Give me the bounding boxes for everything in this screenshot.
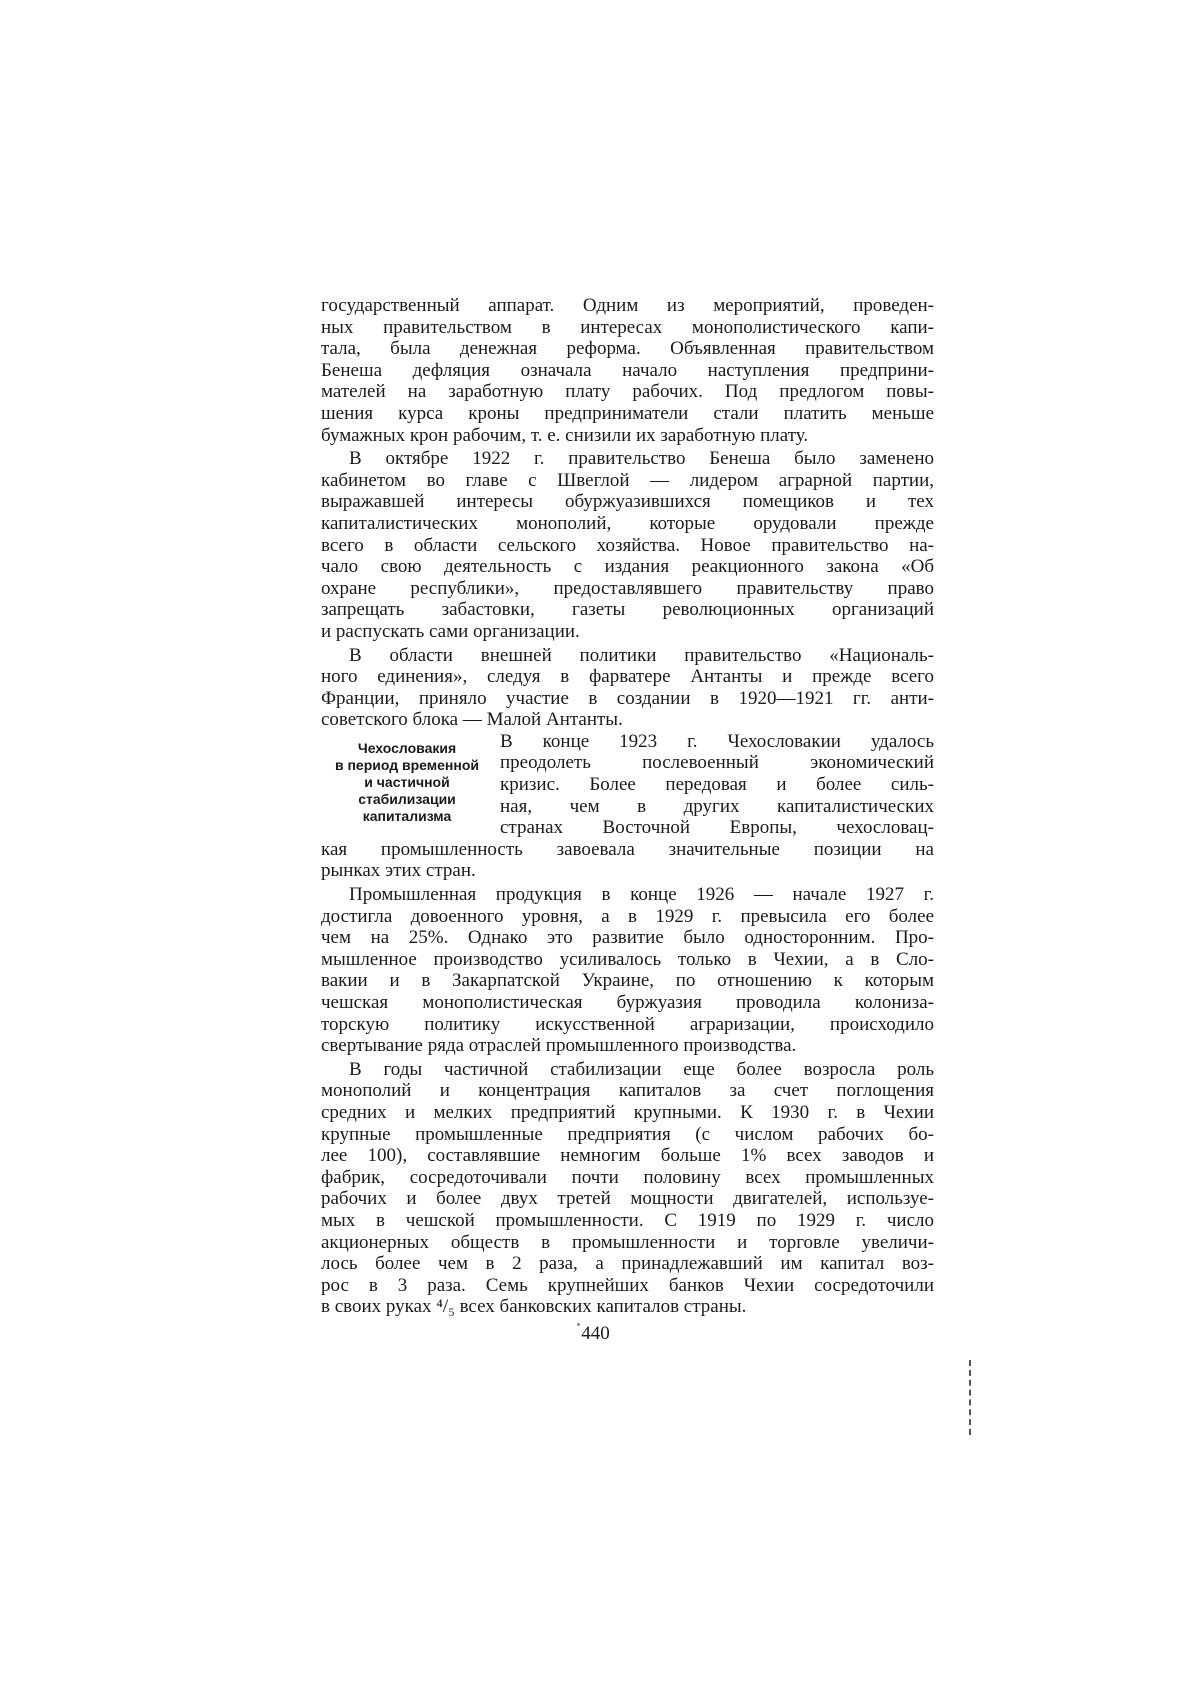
text-line: мых в чешской промышленности. С 1919 по 1929 г. число xyxy=(321,1209,934,1231)
scan-edge-mark xyxy=(969,1360,972,1435)
text-line: ная, чем в других капиталистических xyxy=(500,795,934,817)
sidebar-paragraph xyxy=(493,731,934,839)
text-line: вакии и в Закарпатской Украине, по отношению к которым xyxy=(321,970,934,992)
paragraph-2 xyxy=(321,448,934,642)
text-line: рынках этих стран. xyxy=(321,860,476,882)
text-line: лее 100), составлявшие немногим больше 1% всех заводов и xyxy=(321,1145,934,1167)
text-line: В годы частичной стабилизации еще более возросла роль xyxy=(349,1058,934,1080)
text-line: кризис. Более передовая и более силь- xyxy=(500,774,934,796)
text-line: чешская монополистическая буржуазия проводила колониза- xyxy=(321,992,934,1013)
text-line: В области внешней политики правительство «Националь- xyxy=(349,644,934,666)
text-line: мателей на заработную плату рабочих. Под предлогом повы- xyxy=(321,381,934,403)
text-line: государственный аппарат. Одним из мероприятий, проведен- xyxy=(321,295,934,316)
text-line: рабочих и более двух третей мощности двигателей, используе- xyxy=(321,1188,934,1210)
text-line: всего в области сельского хозяйства. Новое правительство на- xyxy=(321,534,934,556)
text-line: чало свою деятельность с издания реакционного закона «Об xyxy=(321,556,934,578)
text-line: бумажных крон рабочим, т. е. снизили их заработную плату. xyxy=(321,424,809,446)
text-line: рос в 3 раза. Семь крупнейших банков Чехии сосредоточили xyxy=(321,1274,934,1296)
heading-line: капитализма xyxy=(362,807,452,824)
text-line: лось более чем в 2 раза, а принадлежавший им капитал воз- xyxy=(321,1253,934,1275)
text-line: ных правительством в интересах монополистического капи- xyxy=(321,316,934,338)
text-line: кая промышленность завоевала значительные позиции на xyxy=(321,838,934,860)
document-page xyxy=(321,295,934,1318)
text-line: ного единения», следуя в фарватере Антанты и прежде всего xyxy=(321,666,934,688)
text-line: охране республики», предоставлявшего правительству право xyxy=(321,577,934,599)
text-line: кабинетом во главе с Швеглой — лидером аграрной партии, xyxy=(321,469,934,491)
text-line: фабрик, сосредоточивали почти половину всех промышленных xyxy=(321,1166,934,1188)
text-line: средних и мелких предприятий крупными. К 1930 г. в Чехии xyxy=(321,1101,934,1123)
paragraph-3 xyxy=(321,645,934,731)
text-line: в своих руках ⁴/₅ всех банковских капиталов страны. xyxy=(321,1296,747,1318)
text-line: мышленное производство усиливалось только в Чехии, а в Сло- xyxy=(321,948,934,970)
sidebar-section xyxy=(321,731,934,839)
heading-line: Чехословакия xyxy=(357,739,457,756)
text-line: запрещать забастовки, газеты революционных организаций xyxy=(321,599,934,621)
text-line: советского блока — Малой Антанты. xyxy=(321,709,623,731)
text-line: Франции, приняло участие в создании в 1920—1921 гг. анти- xyxy=(321,687,934,709)
paragraph-5 xyxy=(321,1059,934,1318)
paragraph-4 xyxy=(321,884,934,1057)
text-line: В конце 1923 г. Чехословакии удалось xyxy=(500,730,934,752)
heading-line: и частичной xyxy=(364,773,450,790)
text-line: достигла довоенного уровня, а в 1929 г. превысила его более xyxy=(321,905,934,927)
text-line: монополий и концентрация капиталов за счет поглощения xyxy=(321,1080,934,1102)
text-line: торскую политику искусственной аграризации, происходило xyxy=(321,1013,934,1035)
text-line: крупные промышленные предприятия (с числом рабочих бо- xyxy=(321,1123,934,1145)
text-line: тала, была денежная реформа. Объявленная правительством xyxy=(321,338,934,360)
text-line: выражавшей интересы обуржуазившихся помещиков и тех xyxy=(321,491,934,513)
text-line: и распускать сами организации. xyxy=(321,620,580,642)
text-line: акционерных обществ в промышленности и торговле увеличи- xyxy=(321,1231,934,1253)
text-line: Бенеша дефляция означала начало наступления предприни- xyxy=(321,359,934,381)
text-line: В октябре 1922 г. правительство Бенеша было заменено xyxy=(349,448,934,470)
paragraph-1 xyxy=(321,295,934,446)
text-line: Промышленная продукция в конце 1926 — начале 1927 г. xyxy=(349,884,934,906)
text-line: свертывание ряда отраслей промышленного производства. xyxy=(321,1035,797,1057)
page-number: 440 xyxy=(581,1323,610,1344)
section-heading xyxy=(321,731,493,839)
heading-line: стабилизации xyxy=(358,790,456,807)
sidebar-continuation xyxy=(321,839,934,882)
text-line: преодолеть послевоенный экономический xyxy=(500,752,934,774)
heading-line: в период временной xyxy=(334,756,479,773)
text-line: капиталистических монополий, которые орудовали прежде xyxy=(321,512,934,534)
text-line: шения курса кроны предприниматели стали платить меньше xyxy=(321,402,934,424)
text-line: странах Восточной Европы, чехословац- xyxy=(500,817,934,839)
text-line: чем на 25%. Однако это развитие было односторонним. Про- xyxy=(321,927,934,949)
